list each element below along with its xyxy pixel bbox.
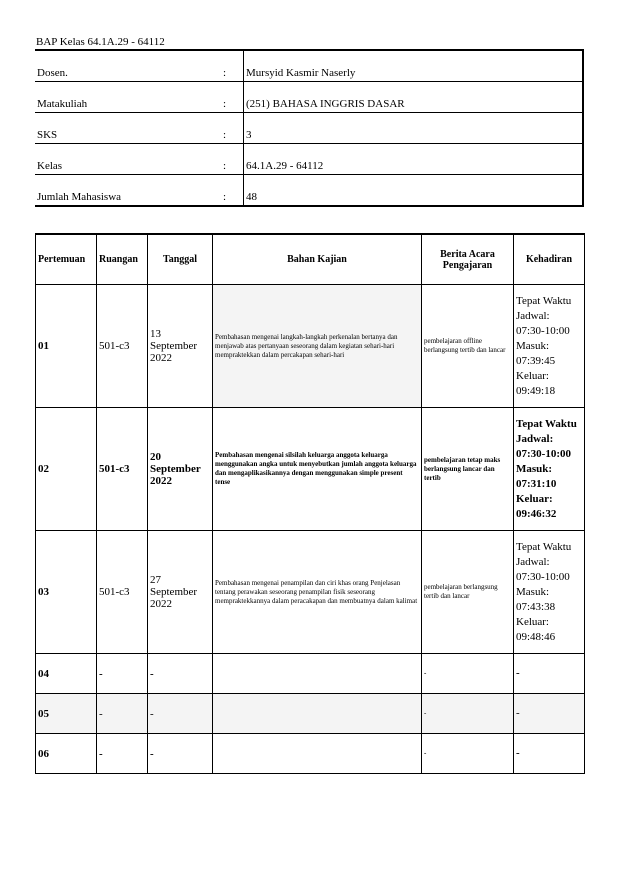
cell-berita: pembelajaran tetap maks berlangsung lancar dan tertib [422, 408, 514, 531]
cell-bahan: Pembahasan mengenai silsilah keluarga anggota keluarga menggunakan angka untuk menyebutkan jumlah anggota keluarga dan mengaplikasikannya dengan menggunakan simple present tense [213, 408, 422, 531]
cell-berita: - [422, 734, 514, 774]
info-label: Dosen. [35, 50, 219, 82]
cell-berita: pembelajaran berlangsung tertib dan lancar [422, 531, 514, 654]
kehadiran-keluar-label: Keluar: [516, 492, 553, 505]
cell-tanggal: - [148, 654, 213, 694]
cell-ruangan: - [97, 734, 148, 774]
header-tanggal: Tanggal [148, 234, 213, 285]
cell-bahan: Pembahasan mengenai langkah-langkah perkenalan bertanya dan menjawab atas pertanyaan seseorang dalam kegiatan sehari-hari mempraktekkan dalam percakapan sehari-hari [213, 285, 422, 408]
cell-pertemuan: 06 [36, 734, 97, 774]
cell-berita: - [422, 654, 514, 694]
info-separator: : [219, 50, 244, 82]
cell-berita: pembelajaran offline berlangsung tertib dan lancar [422, 285, 514, 408]
cell-ruangan: 501-c3 [97, 408, 148, 531]
cell-ruangan: 501-c3 [97, 531, 148, 654]
kehadiran-keluar-label: Keluar: [516, 615, 549, 628]
kehadiran-masuk-label: Masuk: [516, 585, 549, 598]
kehadiran-masuk-label: Masuk: [516, 339, 549, 352]
kehadiran-jadwal: 07:30-10:00 [516, 324, 570, 337]
kehadiran-masuk: 07:43:38 [516, 600, 556, 613]
header-ruangan: Ruangan [97, 234, 148, 285]
cell-pertemuan: 02 [36, 408, 97, 531]
cell-pertemuan: 03 [36, 531, 97, 654]
info-row-dosen [35, 50, 583, 82]
kehadiran-status: Tepat Waktu [516, 540, 572, 553]
cell-ruangan: 501-c3 [97, 285, 148, 408]
info-label: Matakuliah [35, 82, 219, 113]
info-value: 64.1A.29 - 64112 [244, 144, 584, 175]
cell-kehadiran: - [514, 654, 585, 694]
header-bahan: Bahan Kajian [213, 234, 422, 285]
kehadiran-jadwal: 07:30-10:00 [516, 447, 571, 460]
info-value: 3 [244, 113, 584, 144]
cell-tanggal: 13 September 2022 [148, 285, 213, 408]
kehadiran-keluar: 09:46:32 [516, 507, 557, 520]
cell-tanggal: - [148, 694, 213, 734]
cell-tanggal: - [148, 734, 213, 774]
header-berita: Berita Acara Pengajaran [422, 234, 514, 285]
cell-pertemuan: 01 [36, 285, 97, 408]
table-header-row [36, 234, 585, 285]
cell-pertemuan: 05 [36, 694, 97, 734]
table-row [36, 654, 585, 694]
info-separator: : [219, 113, 244, 144]
cell-kehadiran: - [514, 734, 585, 774]
info-separator: : [219, 175, 244, 207]
cell-bahan [213, 734, 422, 774]
header-kehadiran: Kehadiran [514, 234, 585, 285]
cell-kehadiran [514, 408, 585, 531]
info-row-matakuliah [35, 82, 583, 113]
attendance-table [35, 233, 585, 774]
header-pertemuan: Pertemuan [36, 234, 97, 285]
kehadiran-jadwal-label: Jadwal: [516, 432, 554, 445]
kehadiran-keluar: 09:49:18 [516, 384, 556, 397]
kehadiran-jadwal-label: Jadwal: [516, 309, 550, 322]
info-row-jumlah [35, 175, 583, 207]
cell-bahan [213, 654, 422, 694]
kehadiran-keluar: 09:48:46 [516, 630, 556, 643]
kehadiran-masuk-label: Masuk: [516, 462, 553, 475]
cell-bahan: Pembahasan mengenai penampilan dan ciri khas orang Penjelasan tentang perawakan seseorang penampilan fisik seseorang mempraktekkannya dalam peracakapan dan membuatnya dalam kalimat [213, 531, 422, 654]
info-separator: : [219, 82, 244, 113]
kehadiran-jadwal: 07:30-10:00 [516, 570, 570, 583]
info-value: Mursyid Kasmir Naserly [244, 50, 584, 82]
table-row [36, 531, 585, 654]
info-label: Jumlah Mahasiswa [35, 175, 219, 207]
kehadiran-jadwal-label: Jadwal: [516, 555, 550, 568]
table-row [36, 734, 585, 774]
kehadiran-masuk: 07:31:10 [516, 477, 557, 490]
cell-tanggal: 20 September 2022 [148, 408, 213, 531]
cell-kehadiran: - [514, 694, 585, 734]
table-row [36, 285, 585, 408]
table-row [36, 694, 585, 734]
kehadiran-status: Tepat Waktu [516, 417, 577, 430]
info-table [35, 49, 584, 207]
info-row-sks [35, 113, 583, 144]
info-separator: : [219, 144, 244, 175]
cell-ruangan: - [97, 694, 148, 734]
info-value: 48 [244, 175, 584, 207]
cell-pertemuan: 04 [36, 654, 97, 694]
cell-tanggal: 27 September 2022 [148, 531, 213, 654]
cell-kehadiran [514, 285, 585, 408]
document-title: BAP Kelas 64.1A.29 - 64112 [36, 36, 165, 48]
info-label: SKS [35, 113, 219, 144]
cell-ruangan: - [97, 654, 148, 694]
cell-berita: - [422, 694, 514, 734]
kehadiran-keluar-label: Keluar: [516, 369, 549, 382]
cell-kehadiran [514, 531, 585, 654]
table-row [36, 408, 585, 531]
cell-bahan [213, 694, 422, 734]
kehadiran-status: Tepat Waktu [516, 294, 572, 307]
info-label: Kelas [35, 144, 219, 175]
info-value: (251) BAHASA INGGRIS DASAR [244, 82, 584, 113]
kehadiran-masuk: 07:39:45 [516, 354, 556, 367]
info-row-kelas [35, 144, 583, 175]
